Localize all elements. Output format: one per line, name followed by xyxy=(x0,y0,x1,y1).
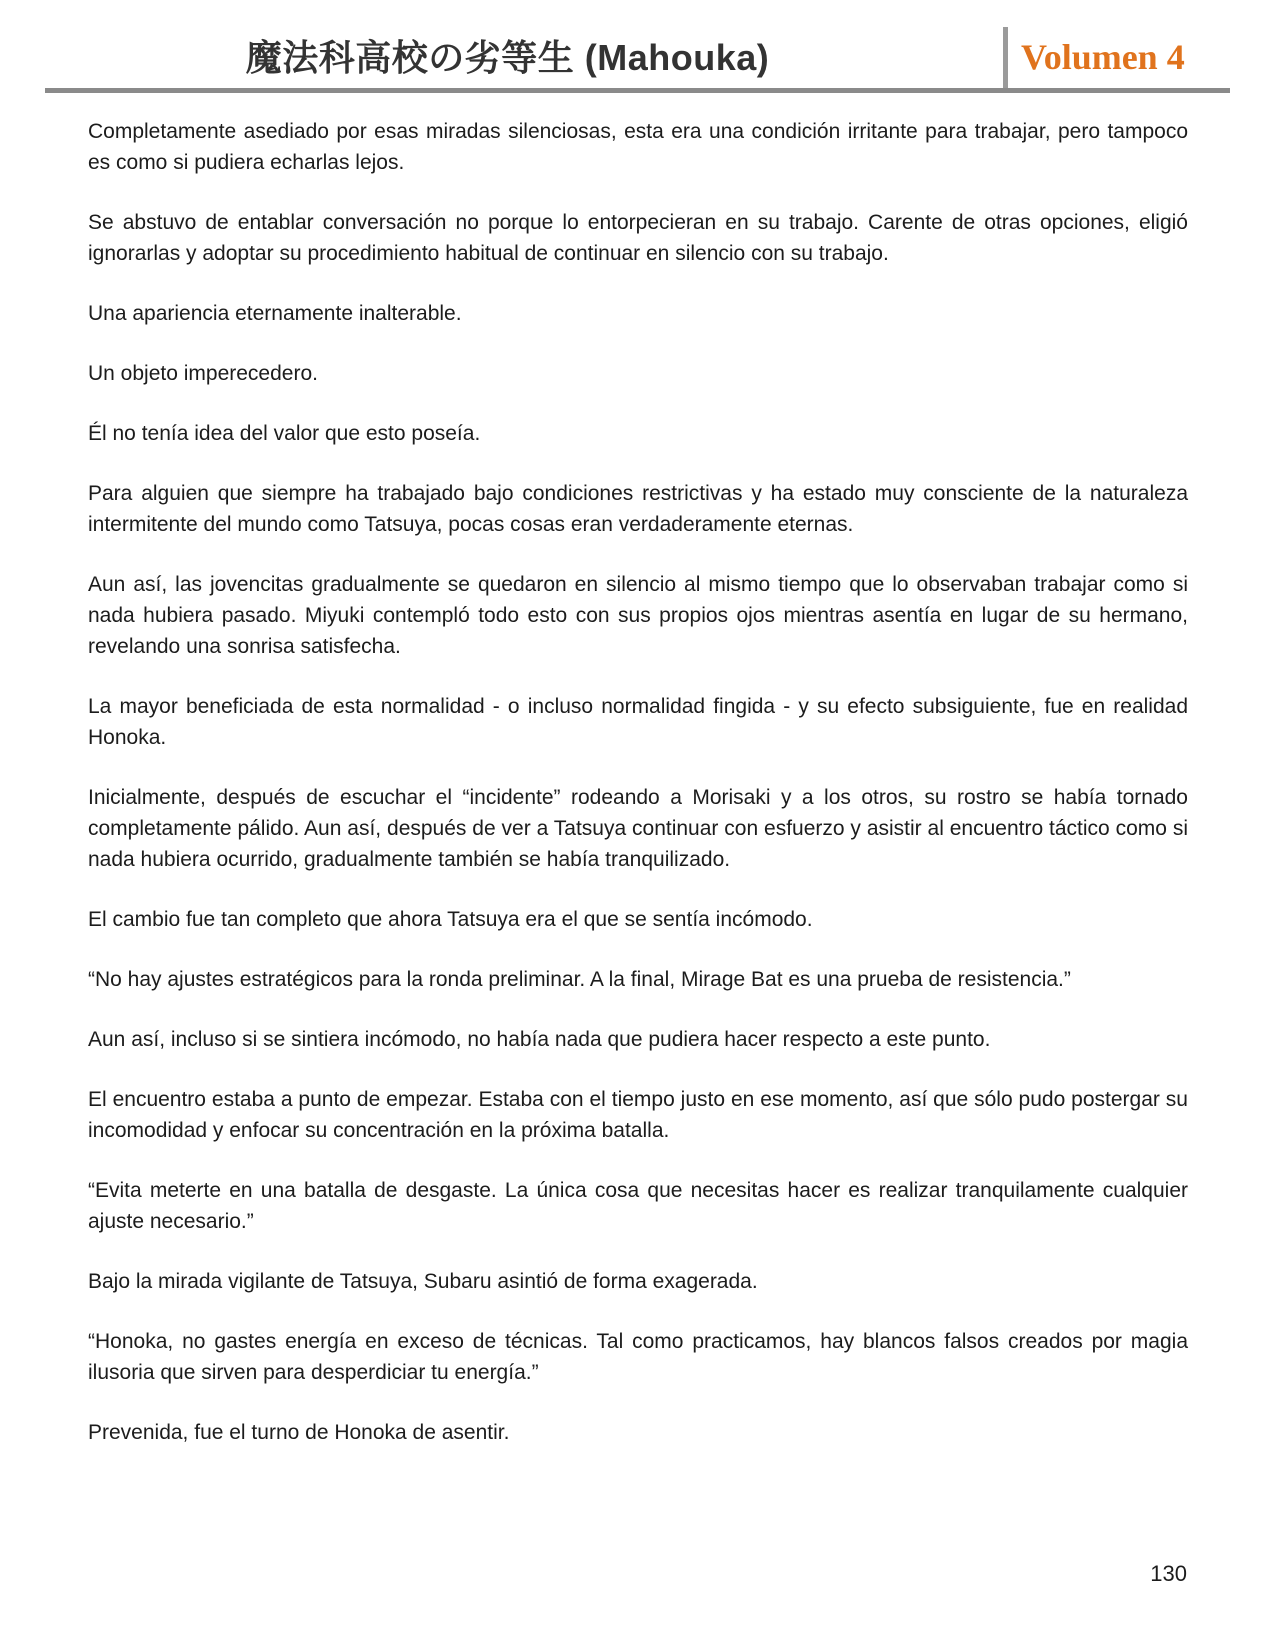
paragraph: Aun así, las jovencitas gradualmente se quedaron en silencio al mismo tiempo que lo observaban trabajar como si nada hubiera pasado. Miyuki contempló todo esto con sus propios ojos mientras asentía en lugar de su hermano, revelando una sonrisa satisfecha. xyxy=(88,573,1188,658)
paragraph: Un objeto imperecedero. xyxy=(88,362,318,385)
paragraph: Completamente asediado por esas miradas silenciosas, esta era una condición irritante para trabajar, pero tampoco es como si pudiera echarlas lejos. xyxy=(88,120,1188,174)
book-title: 魔法科高校の劣等生 (Mahouka) xyxy=(245,37,770,78)
paragraph: “Evita meterte en una batalla de desgaste. La única cosa que necesitas hacer es realizar tranquilamente cualquier ajuste necesario.” xyxy=(88,1179,1188,1233)
paragraph: Una apariencia eternamente inalterable. xyxy=(88,302,462,325)
header-rule xyxy=(45,88,1230,93)
paragraph: “Honoka, no gastes energía en exceso de técnicas. Tal como practicamos, hay blancos falsos creados por magia ilusoria que sirven para desperdiciar tu energía.” xyxy=(88,1330,1188,1384)
paragraph: El encuentro estaba a punto de empezar. Estaba con el tiempo justo en ese momento, así que sólo pudo postergar su incomodidad y enfocar su concentración en la próxima batalla. xyxy=(88,1088,1188,1142)
paragraph: La mayor beneficiada de esta normalidad - o incluso normalidad fingida - y su efecto subsiguiente, fue en realidad Honoka. xyxy=(88,695,1188,749)
paragraph: Él no tenía idea del valor que esto poseía. xyxy=(88,422,481,445)
paragraph: El cambio fue tan completo que ahora Tatsuya era el que se sentía incómodo. xyxy=(88,908,813,931)
paragraph: Aun así, incluso si se sintiera incómodo, no había nada que pudiera hacer respecto a este punto. xyxy=(88,1028,991,1051)
header-vertical-divider xyxy=(1003,27,1008,90)
paragraph: Inicialmente, después de escuchar el “incidente” rodeando a Morisaki y a los otros, su rostro se había tornado completamente pálido. Aun así, después de ver a Tatsuya continuar con esfuerzo y asistir al encuentro táctico como si nada hubiera ocurrido, gradualmente también se había tranquilizado. xyxy=(88,786,1188,871)
page-number: 130 xyxy=(1150,1561,1187,1586)
page-body xyxy=(88,116,1188,1477)
volume-label: Volumen 4 xyxy=(1021,37,1185,77)
paragraph: Prevenida, fue el turno de Honoka de asentir. xyxy=(88,1421,510,1444)
paragraph: Se abstuvo de entablar conversación no porque lo entorpecieran en su trabajo. Carente de otras opciones, eligió ignorarlas y adoptar su procedimiento habitual de continuar en silencio con su trabajo. xyxy=(88,211,1188,265)
paragraph: Bajo la mirada vigilante de Tatsuya, Subaru asintió de forma exagerada. xyxy=(88,1270,758,1293)
page-header xyxy=(0,0,1275,92)
paragraph: Para alguien que siempre ha trabajado bajo condiciones restrictivas y ha estado muy consciente de la naturaleza intermitente del mundo como Tatsuya, pocas cosas eran verdaderamente eternas. xyxy=(88,482,1188,536)
paragraph: “No hay ajustes estratégicos para la ronda preliminar. A la final, Mirage Bat es una prueba de resistencia.” xyxy=(88,968,1071,991)
